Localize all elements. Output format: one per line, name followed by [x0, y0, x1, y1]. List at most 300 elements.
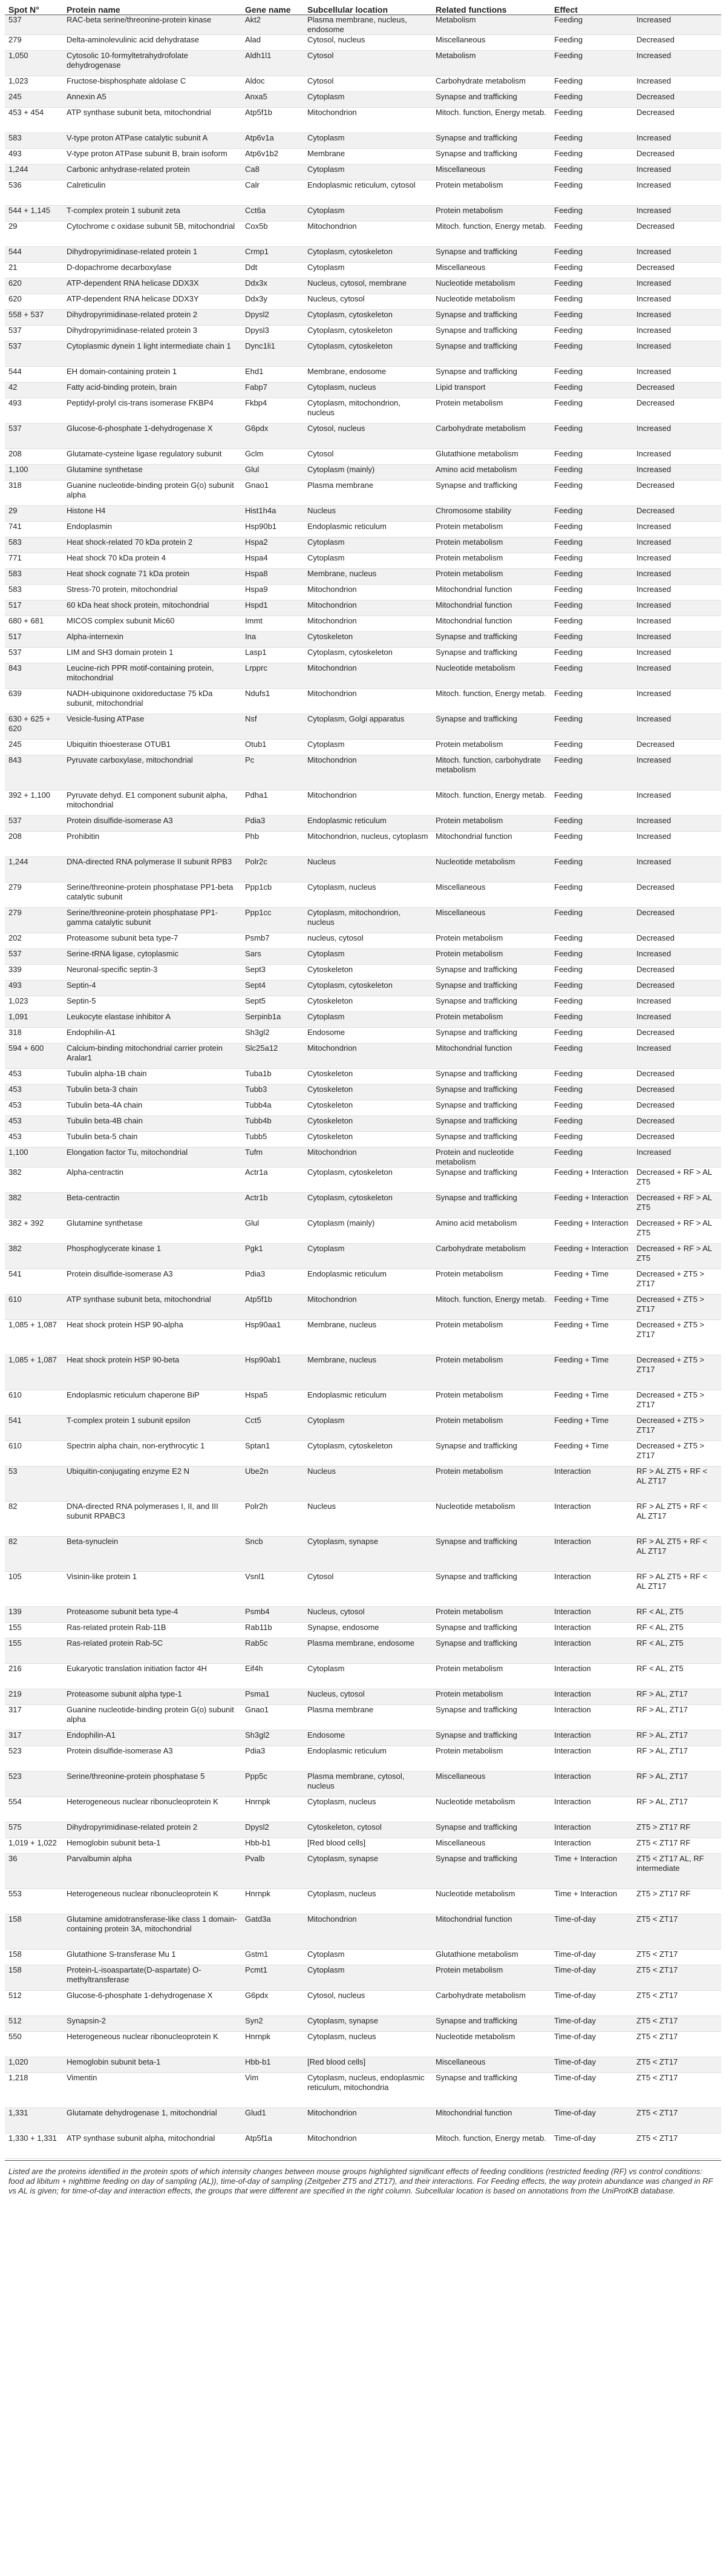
gene-name-cell: Gnao1 [241, 1705, 304, 1730]
protein-name-cell: LIM and SH3 domain protein 1 [63, 648, 241, 663]
function-cell: Nucleotide metabolism [432, 663, 551, 689]
location-cell: Cytosol [304, 76, 432, 92]
gene-name-cell: Aldh1l1 [241, 51, 304, 76]
table-row [5, 522, 721, 537]
effect-detail-cell: Decreased [633, 981, 721, 996]
gene-name-cell: Lasp1 [241, 648, 304, 663]
spot-cell: 1,085 + 1,087 [5, 1355, 63, 1390]
function-cell: Protein and nucleotide metabolism [432, 1148, 551, 1168]
spot-cell: 537 [5, 424, 63, 449]
table-row [5, 506, 721, 522]
function-cell: Miscellaneous [432, 908, 551, 933]
effect-detail-cell: Increased [633, 648, 721, 663]
protein-name-cell: Guanine nucleotide-binding protein G(o) subunit alpha [63, 1705, 241, 1730]
effect-detail-cell: ZT5 < ZT17 [633, 2057, 721, 2073]
effect-detail-cell: Decreased [633, 1116, 721, 1132]
effect-detail-cell: Increased [633, 51, 721, 76]
function-cell: Glutathione metabolism [432, 1950, 551, 1965]
effect-cell: Feeding + Time [551, 1390, 633, 1416]
effect-cell: Feeding + Time [551, 1355, 633, 1390]
spot-cell: 493 [5, 981, 63, 996]
table-row [5, 1572, 721, 1607]
location-cell: Cytoplasm, synapse [304, 2016, 432, 2032]
function-cell: Synapse and trafficking [432, 1854, 551, 1889]
spot-cell: 493 [5, 149, 63, 165]
effect-detail-cell: Increased [633, 247, 721, 263]
effect-cell: Feeding + Time [551, 1269, 633, 1295]
protein-name-cell: T-complex protein 1 subunit zeta [63, 206, 241, 222]
table-row [5, 424, 721, 449]
protein-name-cell: Cytosolic 10-formyltetrahydrofolate dehydrogenase [63, 51, 241, 76]
effect-detail-cell: ZT5 < ZT17 [633, 1991, 721, 2016]
function-cell: Miscellaneous [432, 263, 551, 278]
table-row [5, 553, 721, 569]
protein-name-cell: Pyruvate dehyd. E1 component subunit alpha, mitochondrial [63, 790, 241, 816]
gene-name-cell: G6pdx [241, 424, 304, 449]
effect-detail-cell: Increased [633, 790, 721, 816]
gene-name-cell: Sars [241, 949, 304, 965]
effect-detail-cell: Increased [633, 367, 721, 383]
effect-detail-cell: Decreased [633, 1132, 721, 1148]
effect-cell: Feeding [551, 1116, 633, 1132]
effect-detail-cell: Increased [633, 949, 721, 965]
table-row [5, 1390, 721, 1416]
spot-cell: 741 [5, 522, 63, 537]
location-cell: [Red blood cells] [304, 2057, 432, 2073]
table-row [5, 1116, 721, 1132]
location-cell: Cytoplasm [304, 206, 432, 222]
table-row [5, 1950, 721, 1965]
protein-name-cell: Ras-related protein Rab-5C [63, 1638, 241, 1664]
function-cell: Miscellaneous [432, 1772, 551, 1797]
effect-cell: Feeding [551, 367, 633, 383]
gene-name-cell: Gclm [241, 449, 304, 465]
protein-name-cell: V-type proton ATPase subunit B, brain isoform [63, 149, 241, 165]
gene-name-cell: Pdia3 [241, 816, 304, 832]
function-cell: Miscellaneous [432, 882, 551, 908]
effect-cell: Feeding [551, 247, 633, 263]
table-row [5, 2032, 721, 2057]
location-cell: Cytoskeleton [304, 1100, 432, 1116]
gene-name-cell: Rab5c [241, 1638, 304, 1664]
spot-cell: 1,050 [5, 51, 63, 76]
location-cell: Cytoplasm [304, 537, 432, 553]
gene-name-cell: Ube2n [241, 1467, 304, 1502]
table-row [5, 882, 721, 908]
protein-name-cell: 60 kDa heat shock protein, mitochondrial [63, 600, 241, 616]
function-cell: Protein metabolism [432, 816, 551, 832]
gene-name-cell: Cct6a [241, 206, 304, 222]
spot-cell: 620 [5, 278, 63, 294]
table-row [5, 1269, 721, 1295]
protein-name-cell: Dihydropyrimidinase-related protein 3 [63, 326, 241, 341]
location-cell: Cytosol, nucleus [304, 35, 432, 51]
effect-detail-cell: ZT5 < ZT17 [633, 2073, 721, 2108]
location-cell: Cytosol [304, 51, 432, 76]
effect-detail-cell: RF > AL ZT5 + RF < AL ZT17 [633, 1502, 721, 1537]
function-cell: Protein metabolism [432, 1269, 551, 1295]
table-row [5, 1467, 721, 1502]
effect-cell: Feeding [551, 51, 633, 76]
effect-detail-cell: Increased [633, 616, 721, 632]
effect-cell: Feeding [551, 832, 633, 857]
location-cell: Nucleus [304, 857, 432, 882]
function-cell: Mitoch. function, Energy metab. [432, 108, 551, 133]
location-cell: Membrane, nucleus [304, 569, 432, 585]
spot-cell: 537 [5, 816, 63, 832]
effect-cell: Time-of-day [551, 2073, 633, 2108]
gene-name-cell: Akt2 [241, 15, 304, 35]
effect-cell: Feeding [551, 165, 633, 180]
function-cell: Mitoch. function, Energy metab. [432, 222, 551, 247]
function-cell: Mitochondrial function [432, 832, 551, 857]
function-cell: Synapse and trafficking [432, 2073, 551, 2108]
gene-name-cell: Glul [241, 465, 304, 481]
effect-cell: Feeding [551, 481, 633, 506]
gene-name-cell: Hspa8 [241, 569, 304, 585]
protein-name-cell: RAC-beta serine/threonine-protein kinase [63, 15, 241, 35]
protein-name-cell: Alpha-centractin [63, 1168, 241, 1193]
spot-cell: 202 [5, 933, 63, 949]
table-row [5, 790, 721, 816]
protein-name-cell: Beta-centractin [63, 1193, 241, 1218]
function-cell: Protein metabolism [432, 1664, 551, 1689]
function-cell: Nucleotide metabolism [432, 1889, 551, 1914]
table-row [5, 1100, 721, 1116]
function-cell: Synapse and trafficking [432, 1085, 551, 1100]
table-row [5, 1012, 721, 1028]
table-row [5, 1320, 721, 1355]
table-row [5, 1746, 721, 1772]
function-cell: Synapse and trafficking [432, 2016, 551, 2032]
protein-name-cell: Tubulin beta-4A chain [63, 1100, 241, 1116]
spot-cell: 36 [5, 1854, 63, 1889]
table-row [5, 965, 721, 981]
table-row [5, 1838, 721, 1854]
gene-name-cell: Sept3 [241, 965, 304, 981]
spot-cell: 610 [5, 1295, 63, 1320]
gene-name-cell: Atp6v1b2 [241, 149, 304, 165]
gene-name-cell: Hnrnpk [241, 2032, 304, 2057]
table-row [5, 367, 721, 383]
effect-cell: Feeding [551, 1043, 633, 1069]
effect-detail-cell: Increased [633, 632, 721, 648]
function-cell: Amino acid metabolism [432, 465, 551, 481]
effect-detail-cell: ZT5 < ZT17 AL, RF intermediate [633, 1854, 721, 1889]
effect-cell: Feeding [551, 949, 633, 965]
gene-name-cell: Hbb-b1 [241, 2057, 304, 2073]
spot-cell: 208 [5, 832, 63, 857]
gene-name-cell: Pdia3 [241, 1746, 304, 1772]
function-cell: Synapse and trafficking [432, 1116, 551, 1132]
spot-cell: 544 [5, 247, 63, 263]
protein-name-cell: Heat shock protein HSP 90-beta [63, 1355, 241, 1390]
table-row [5, 949, 721, 965]
gene-name-cell: Hnrnpk [241, 1797, 304, 1822]
spot-cell: 382 + 392 [5, 1218, 63, 1244]
gene-name-cell: Ppp5c [241, 1772, 304, 1797]
location-cell: Cytoplasm [304, 1416, 432, 1441]
location-cell: Cytoplasm [304, 165, 432, 180]
location-cell: Mitochondrion [304, 2108, 432, 2134]
effect-cell: Feeding [551, 108, 633, 133]
function-cell: Nucleotide metabolism [432, 1797, 551, 1822]
location-cell: Nucleus [304, 1467, 432, 1502]
spot-cell: 382 [5, 1244, 63, 1269]
effect-cell: Feeding [551, 206, 633, 222]
protein-name-cell: Heat shock cognate 71 kDa protein [63, 569, 241, 585]
function-cell: Protein metabolism [432, 1467, 551, 1502]
spot-cell: 541 [5, 1269, 63, 1295]
location-cell: Cytosol [304, 1572, 432, 1607]
protein-name-cell: Glucose-6-phosphate 1-dehydrogenase X [63, 424, 241, 449]
protein-name-cell: NADH-ubiquinone oxidoreductase 75 kDa subunit, mitochondrial [63, 689, 241, 714]
gene-name-cell: Sncb [241, 1537, 304, 1572]
function-cell: Protein metabolism [432, 1012, 551, 1028]
location-cell: Cytoskeleton [304, 965, 432, 981]
effect-detail-cell: RF < AL, ZT5 [633, 1664, 721, 1689]
function-cell: Synapse and trafficking [432, 326, 551, 341]
protein-name-cell: Proteasome subunit beta type-7 [63, 933, 241, 949]
function-cell: Chromosome stability [432, 506, 551, 522]
protein-name-cell: Endoplasmic reticulum chaperone BiP [63, 1390, 241, 1416]
spot-cell: 553 [5, 1889, 63, 1914]
location-cell: Cytoplasm (mainly) [304, 465, 432, 481]
protein-name-cell: Calcium-binding mitochondrial carrier protein Aralar1 [63, 1043, 241, 1069]
spot-cell: 219 [5, 1689, 63, 1705]
effect-detail-cell: Decreased + ZT5 > ZT17 [633, 1269, 721, 1295]
spot-cell: 843 [5, 755, 63, 790]
effect-cell: Feeding [551, 908, 633, 933]
spot-cell: 392 + 1,100 [5, 790, 63, 816]
effect-cell: Feeding [551, 663, 633, 689]
table-row [5, 1797, 721, 1822]
effect-detail-cell: Increased [633, 522, 721, 537]
table-row [5, 165, 721, 180]
spot-cell: 216 [5, 1664, 63, 1689]
spot-cell: 537 [5, 15, 63, 35]
location-cell: Cytoplasm [304, 740, 432, 755]
location-cell: Nucleus, cytosol, membrane [304, 278, 432, 294]
effect-detail-cell: RF > AL ZT5 + RF < AL ZT17 [633, 1467, 721, 1502]
effect-cell: Feeding [551, 689, 633, 714]
location-cell: Cytosol, nucleus [304, 1991, 432, 2016]
spot-cell: 53 [5, 1467, 63, 1502]
effect-cell: Feeding [551, 465, 633, 481]
gene-name-cell: Aldoc [241, 76, 304, 92]
location-cell: Plasma membrane, endosome [304, 1638, 432, 1664]
gene-name-cell: Atp6v1a [241, 133, 304, 149]
location-cell: Mitochondrion, nucleus, cytoplasm [304, 832, 432, 857]
table-row [5, 383, 721, 398]
protein-name-cell: Fatty acid-binding protein, brain [63, 383, 241, 398]
spot-cell: 453 [5, 1069, 63, 1085]
location-cell: Mitochondrion [304, 1043, 432, 1069]
location-cell: Nucleus, cytosol [304, 294, 432, 310]
table-row [5, 1705, 721, 1730]
table-row [5, 1772, 721, 1797]
protein-name-cell: ATP synthase subunit alpha, mitochondrial [63, 2134, 241, 2159]
effect-cell: Interaction [551, 1838, 633, 1854]
spot-cell: 1,100 [5, 465, 63, 481]
function-cell: Mitochondrial function [432, 585, 551, 600]
gene-name-cell: Syn2 [241, 2016, 304, 2032]
function-cell: Protein metabolism [432, 1689, 551, 1705]
function-cell: Nucleotide metabolism [432, 857, 551, 882]
table-row [5, 92, 721, 108]
effect-detail-cell: Increased [633, 326, 721, 341]
gene-name-cell: Hspa4 [241, 553, 304, 569]
effect-detail-cell: Decreased + ZT5 > ZT17 [633, 1441, 721, 1467]
table-row [5, 76, 721, 92]
protein-name-cell: Ubiquitin thioesterase OTUB1 [63, 740, 241, 755]
location-cell: Cytoplasm [304, 1012, 432, 1028]
location-cell: Mitochondrion [304, 1914, 432, 1950]
effect-cell: Feeding [551, 1085, 633, 1100]
gene-name-cell: Eif4h [241, 1664, 304, 1689]
protein-name-cell: Heterogeneous nuclear ribonucleoprotein K [63, 1797, 241, 1822]
effect-detail-cell: RF < AL, ZT5 [633, 1607, 721, 1623]
gene-name-cell: Rab11b [241, 1623, 304, 1638]
location-cell: Plasma membrane [304, 1705, 432, 1730]
effect-detail-cell: Decreased [633, 1069, 721, 1085]
gene-name-cell: Nsf [241, 714, 304, 740]
protein-name-cell: Eukaryotic translation initiation factor 4H [63, 1664, 241, 1689]
gene-name-cell: Glul [241, 1218, 304, 1244]
effect-detail-cell: Decreased [633, 908, 721, 933]
effect-detail-cell: Decreased [633, 1085, 721, 1100]
protein-name-cell: Serine-tRNA ligase, cytoplasmic [63, 949, 241, 965]
location-cell: [Red blood cells] [304, 1838, 432, 1854]
spot-cell: 317 [5, 1730, 63, 1746]
location-cell: Cytoplasm, mitochondrion, nucleus [304, 398, 432, 424]
location-cell: Cytoplasm [304, 1950, 432, 1965]
gene-name-cell: Sptan1 [241, 1441, 304, 1467]
effect-detail-cell: Decreased [633, 92, 721, 108]
effect-detail-cell: Increased [633, 569, 721, 585]
location-cell: Nucleus, cytosol [304, 1689, 432, 1705]
location-cell: Cytoplasm, cytoskeleton [304, 1168, 432, 1193]
function-cell: Nucleotide metabolism [432, 278, 551, 294]
table-row [5, 341, 721, 367]
spot-cell: 583 [5, 569, 63, 585]
function-cell: Synapse and trafficking [432, 714, 551, 740]
function-cell: Protein metabolism [432, 933, 551, 949]
function-cell: Protein metabolism [432, 1746, 551, 1772]
effect-cell: Feeding + Interaction [551, 1193, 633, 1218]
protein-name-cell: Dihydropyrimidinase-related protein 2 [63, 1822, 241, 1838]
table-row [5, 1854, 721, 1889]
table-row [5, 996, 721, 1012]
gene-name-cell: Tufm [241, 1148, 304, 1168]
effect-detail-cell: Decreased [633, 108, 721, 133]
location-cell: Cytoskeleton [304, 1132, 432, 1148]
effect-detail-cell: Decreased + RF > AL ZT5 [633, 1168, 721, 1193]
table-row [5, 222, 721, 247]
gene-name-cell: Sh3gl2 [241, 1028, 304, 1043]
header-effect-detail [633, 0, 721, 15]
location-cell: Membrane, endosome [304, 367, 432, 383]
gene-name-cell: G6pdx [241, 1991, 304, 2016]
protein-name-cell: Delta-aminolevulinic acid dehydratase [63, 35, 241, 51]
effect-cell: Time-of-day [551, 1965, 633, 1991]
gene-name-cell: Calr [241, 180, 304, 206]
spot-cell: 1,244 [5, 165, 63, 180]
spot-cell: 1,244 [5, 857, 63, 882]
table-row [5, 481, 721, 506]
protein-name-cell: Hemoglobin subunit beta-1 [63, 2057, 241, 2073]
table-row [5, 600, 721, 616]
effect-detail-cell: Increased [633, 465, 721, 481]
protein-name-cell: Pyruvate carboxylase, mitochondrial [63, 755, 241, 790]
gene-name-cell: Ina [241, 632, 304, 648]
effect-detail-cell: Decreased [633, 398, 721, 424]
effect-cell: Interaction [551, 1572, 633, 1607]
effect-detail-cell: Increased [633, 449, 721, 465]
table-row [5, 149, 721, 165]
table-row [5, 1537, 721, 1572]
protein-name-cell: Elongation factor Tu, mitochondrial [63, 1148, 241, 1168]
effect-cell: Feeding [551, 537, 633, 553]
spot-cell: 279 [5, 882, 63, 908]
effect-cell: Feeding [551, 857, 633, 882]
gene-name-cell: Gnao1 [241, 481, 304, 506]
table-row [5, 755, 721, 790]
function-cell: Synapse and trafficking [432, 1193, 551, 1218]
function-cell: Synapse and trafficking [432, 247, 551, 263]
table-row [5, 1244, 721, 1269]
protein-name-cell: Glutamine synthetase [63, 1218, 241, 1244]
function-cell: Mitoch. function, carbohydrate metabolism [432, 755, 551, 790]
effect-cell: Feeding [551, 569, 633, 585]
location-cell: Membrane, nucleus [304, 1355, 432, 1390]
effect-cell: Feeding [551, 15, 633, 35]
table-row [5, 616, 721, 632]
gene-name-cell: Polr2c [241, 857, 304, 882]
effect-cell: Interaction [551, 1730, 633, 1746]
effect-detail-cell: RF > AL ZT5 + RF < AL ZT17 [633, 1537, 721, 1572]
spot-cell: 594 + 600 [5, 1043, 63, 1069]
gene-name-cell: Ca8 [241, 165, 304, 180]
location-cell: Cytosol, nucleus [304, 424, 432, 449]
function-cell: Synapse and trafficking [432, 1537, 551, 1572]
effect-detail-cell: Increased [633, 832, 721, 857]
spot-cell: 537 [5, 341, 63, 367]
gene-name-cell: Sept4 [241, 981, 304, 996]
effect-cell: Feeding [551, 1028, 633, 1043]
location-cell: Mitochondrion [304, 790, 432, 816]
table-row [5, 1218, 721, 1244]
location-cell: Cytoplasm [304, 133, 432, 149]
function-cell: Protein metabolism [432, 206, 551, 222]
location-cell: Endoplasmic reticulum [304, 816, 432, 832]
location-cell: Plasma membrane, nucleus, endosome [304, 15, 432, 35]
effect-detail-cell: ZT5 < ZT17 [633, 2016, 721, 2032]
effect-cell: Feeding [551, 714, 633, 740]
protein-name-cell: Glucose-6-phosphate 1-dehydrogenase X [63, 1991, 241, 2016]
effect-detail-cell: RF < AL, ZT5 [633, 1623, 721, 1638]
location-cell: Cytoplasm, cytoskeleton [304, 981, 432, 996]
location-cell: Cytoplasm, nucleus [304, 1797, 432, 1822]
effect-cell: Feeding [551, 522, 633, 537]
spot-cell: 42 [5, 383, 63, 398]
table-row [5, 569, 721, 585]
location-cell: Mitochondrion [304, 1148, 432, 1168]
table-row [5, 689, 721, 714]
effect-cell: Feeding [551, 553, 633, 569]
table-row [5, 832, 721, 857]
spot-cell: 771 [5, 553, 63, 569]
